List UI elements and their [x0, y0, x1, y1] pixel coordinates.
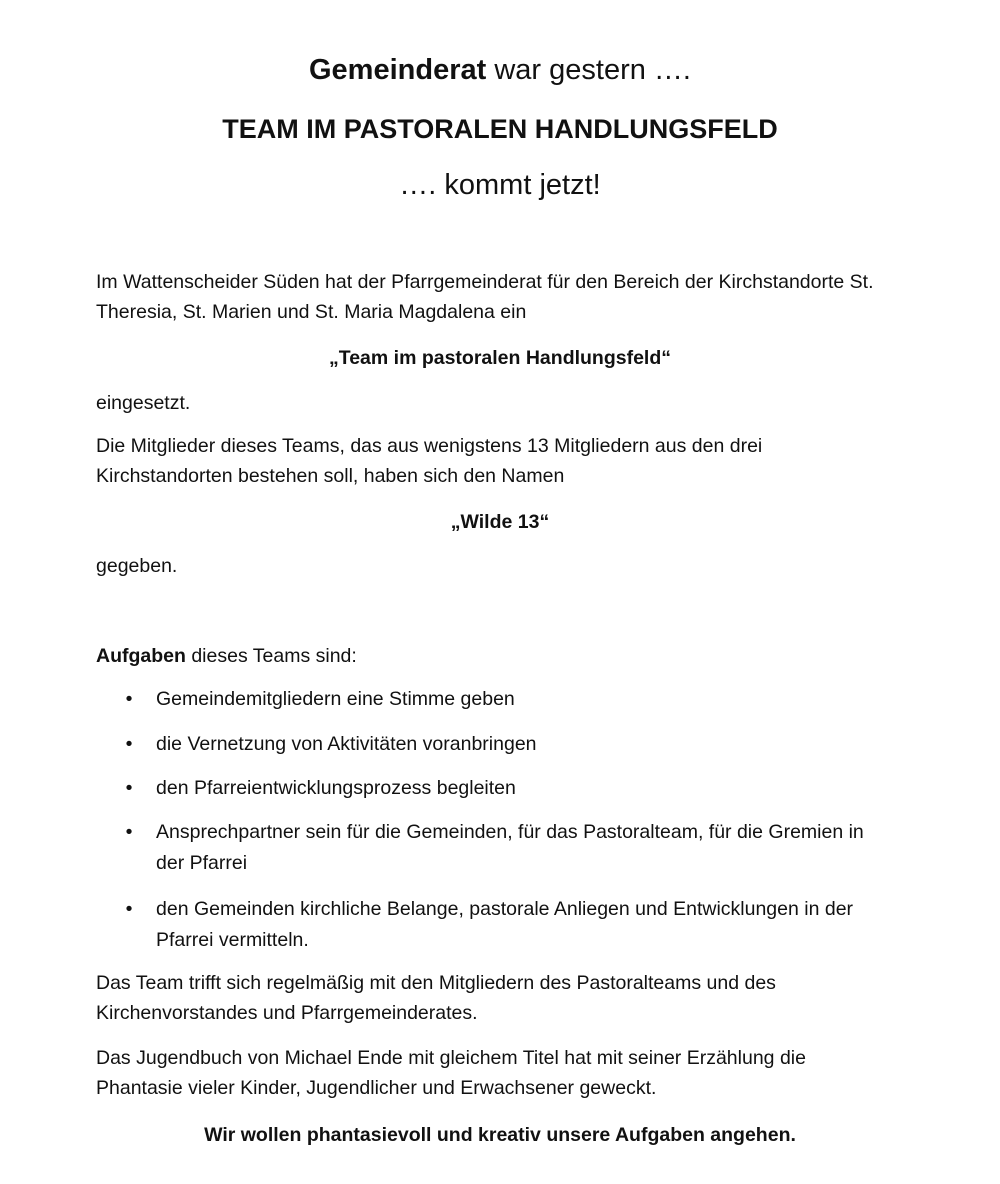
- closing-motto: Wir wollen phantasievoll und kreativ unsere Aufgaben angehen.: [204, 1124, 796, 1146]
- title-line-3: …. kommt jetzt!: [399, 169, 601, 201]
- bullet: •: [125, 821, 133, 843]
- list-item: [125, 773, 886, 804]
- list-item-text: den Gemeinden kirchliche Belange, pastorale Anliegen und Entwicklungen in der Pfarrei vermitteln.: [156, 898, 854, 951]
- list-item-text: die Vernetzung von Aktivitäten voranbringen: [156, 733, 537, 755]
- list-item: [125, 894, 886, 956]
- bullet: •: [125, 688, 133, 710]
- closing-paragraph-2: Das Jugendbuch von Michael Ende mit gleichem Titel hat mit seiner Erzählung die Phantasie vieler Kinder, Jugendlicher und Erwachsener geweckt.: [96, 1047, 806, 1099]
- list-item: [125, 729, 886, 760]
- bullet: •: [125, 898, 133, 920]
- tasks-heading-bold: Aufgaben: [96, 645, 186, 667]
- list-item-text: den Pfarreientwicklungsprozess begleiten: [156, 777, 516, 799]
- intro-paragraph-1: Im Wattenscheider Süden hat der Pfarrgemeinderat für den Bereich der Kirchstandorte St. Theresia, St. Marien und St. Maria Magdalena ein: [96, 271, 874, 323]
- bullet: •: [125, 777, 133, 799]
- title-line-2: TEAM IM PASTORALEN HANDLUNGSFELD: [222, 114, 778, 144]
- closing-paragraph-1: Das Team trifft sich regelmäßig mit den Mitgliedern des Pastoralteams und des Kirchenvorstandes und Pfarrgemeinderates.: [96, 972, 776, 1024]
- tasks-heading-rest: dieses Teams sind:: [185, 645, 357, 667]
- team-nickname: „Wilde 13“: [450, 511, 550, 533]
- tasks-heading: [96, 641, 896, 671]
- team-name: „Team im pastoralen Handlungsfeld“: [328, 347, 672, 369]
- title-rest: war gestern ….: [486, 54, 691, 86]
- bullet: •: [125, 733, 133, 755]
- title-keyword: Gemeinderat: [309, 54, 487, 86]
- list-item-text: Gemeindemitgliedern eine Stimme geben: [156, 688, 515, 710]
- list-item: [125, 817, 886, 879]
- title-line-1: [0, 52, 1000, 88]
- list-item-text: Ansprechpartner sein für die Gemeinden, für das Pastoralteam, für die Gremien in der Pfarrei: [156, 821, 864, 874]
- intro-paragraph-2: Die Mitglieder dieses Teams, das aus wenigstens 13 Mitgliedern aus den drei Kirchstandorten bestehen soll, haben sich den Namen: [96, 435, 763, 487]
- list-item: [125, 684, 886, 715]
- intro-eingesetzt: eingesetzt.: [96, 392, 191, 414]
- intro-gegeben: gegeben.: [96, 555, 178, 577]
